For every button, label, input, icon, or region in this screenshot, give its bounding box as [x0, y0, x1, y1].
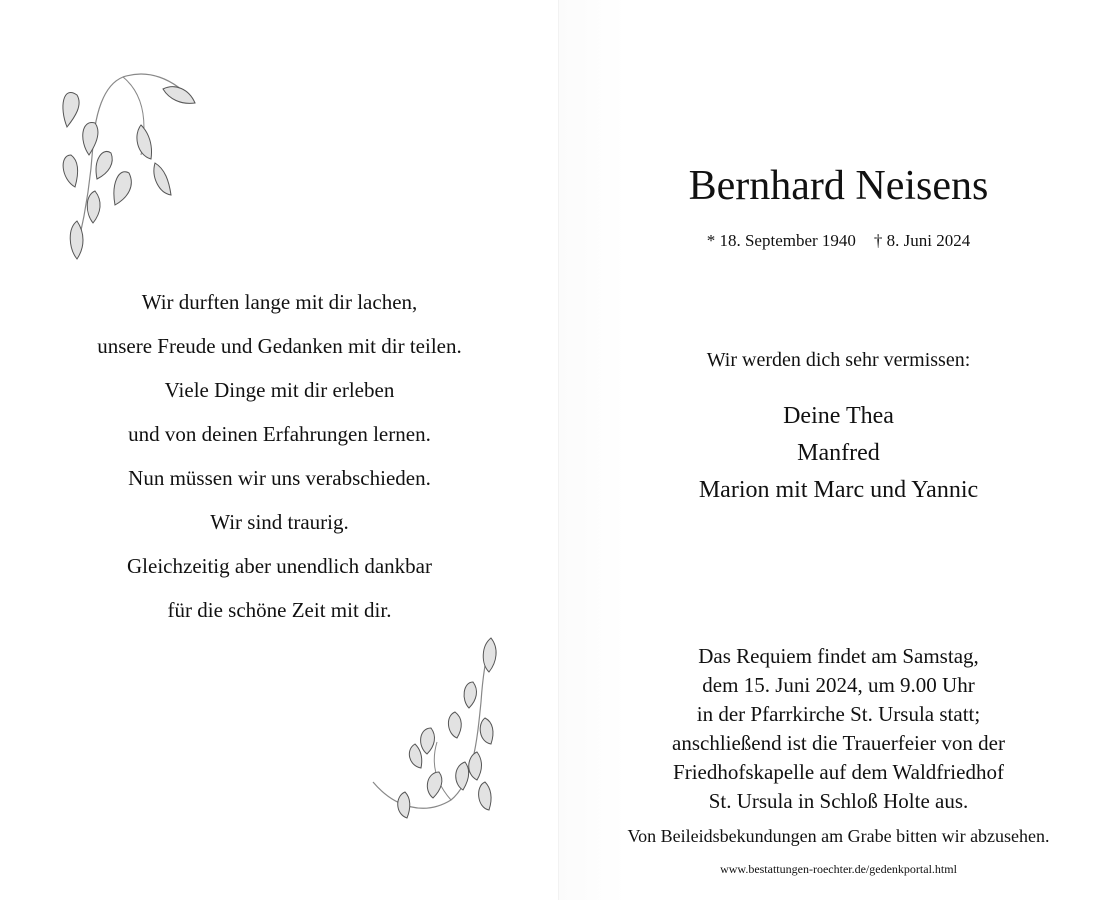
website-url: www.bestattungen-roechter.de/gedenkportal.html	[720, 862, 957, 876]
miss-line: Wir werden dich sehr vermissen:	[706, 349, 971, 371]
requiem-line: Das Requiem findet am Samstag,	[698, 644, 979, 668]
poem-line: unsere Freude und Gedanken mit dir teilen.	[97, 334, 462, 358]
requiem-line: St. Ursula in Schloß Holte aus.	[708, 789, 969, 813]
requiem-line: anschließend ist die Trauerfeier von der	[672, 731, 1005, 755]
poem-line: Wir sind traurig.	[210, 510, 349, 534]
requiem-line: dem 15. Juni 2024, um 9.00 Uhr	[702, 673, 975, 697]
leaf-branch-icon	[365, 632, 515, 837]
family-member: Deine Thea	[783, 403, 894, 429]
poem-line: und von deinen Erfahrungen lernen.	[128, 422, 431, 446]
birth-date: * 18. September 1940	[706, 231, 856, 250]
requiem-info	[559, 642, 1118, 816]
family-member: Manfred	[797, 440, 880, 466]
poem-line: Viele Dinge mit dir erleben	[164, 378, 395, 402]
death-date: † 8. Juni 2024	[873, 231, 971, 250]
requiem-line: Friedhofskapelle auf dem Waldfriedhof	[673, 760, 1004, 784]
condolence-note: Von Beileidsbekundungen am Grabe bitten wir abzusehen.	[627, 826, 1050, 846]
poem-line: Wir durften lange mit dir lachen,	[141, 290, 418, 314]
poem	[0, 280, 559, 632]
poem-line: Gleichzeitig aber unendlich dankbar	[127, 554, 432, 578]
leaf-branch-icon	[55, 55, 205, 265]
life-dates	[559, 230, 1118, 252]
family-member: Marion mit Marc und Yannic	[698, 477, 979, 503]
poem-line: Nun müssen wir uns verabschieden.	[128, 466, 431, 490]
deceased-name: Bernhard Neisens	[688, 163, 989, 209]
family-list	[559, 398, 1118, 509]
poem-line: für die schöne Zeit mit dir.	[167, 598, 392, 622]
requiem-line: in der Pfarrkirche St. Ursula statt;	[696, 702, 981, 726]
